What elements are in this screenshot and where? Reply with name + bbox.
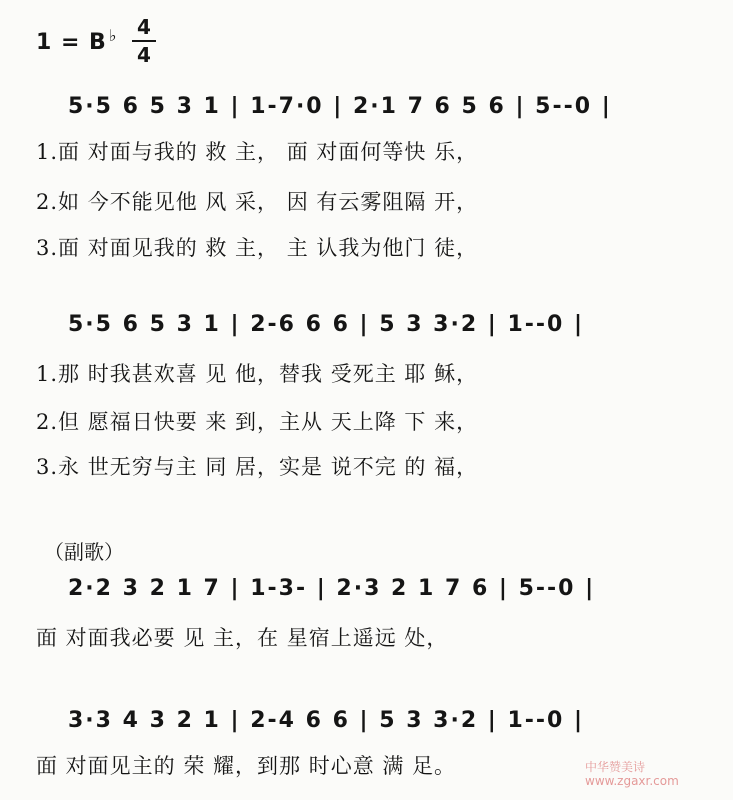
section2-lyric-2: 2.但 愿福日快要 来 到，主从 天上降 下 来， [36, 410, 479, 434]
section1-lyric-3: 3.面 对面见我的 救 主， 主 认我为他门 徒， [36, 236, 479, 260]
chorus-notes-2: 3·3 4 3 2 1 | 2-4 6 6 | 5 3 3·2 | 1--0 | [68, 708, 585, 733]
time-divider [132, 40, 156, 42]
flat-sign: ♭ [108, 26, 118, 45]
chorus-lyric-1: 面 对面我必要 见 主，在 星宿上遥远 处， [36, 626, 449, 650]
chorus-lyric-2: 面 对面见主的 荣 耀，到那 时心意 满 足。 [36, 754, 457, 778]
time-signature [132, 16, 156, 66]
time-top: 4 [137, 15, 151, 39]
section1-lyric-1: 1.面 对面与我的 救 主， 面 对面何等快 乐， [36, 140, 479, 164]
chorus-label: （副歌） [44, 540, 124, 564]
section2-notes: 5·5 6 5 3 1 | 2-6 6 6 | 5 3 3·2 | 1--0 | [68, 312, 585, 337]
time-bottom: 4 [137, 43, 151, 67]
watermark [585, 760, 679, 788]
section1-lyric-2: 2.如 今不能见他 风 采， 因 有云雾阻隔 开， [36, 190, 479, 214]
section2-lyric-3: 3.永 世无穷与主 同 居，实是 说不完 的 福， [36, 455, 479, 479]
chorus-notes-1: 2·2 3 2 1 7 | 1-3- | 2·3 2 1 7 6 | 5--0 | [68, 576, 596, 601]
watermark-line-2: www.zgaxr.com [585, 774, 679, 788]
key-signature: 1 = B ♭ [36, 26, 118, 55]
watermark-line-1: 中华赞美诗 [585, 760, 646, 774]
section2-lyric-1: 1.那 时我甚欢喜 见 他，替我 受死主 耶 稣， [36, 362, 479, 386]
section1-notes: 5·5 6 5 3 1 | 1-7·0 | 2·1 7 6 5 6 | 5--0 | [68, 94, 612, 119]
